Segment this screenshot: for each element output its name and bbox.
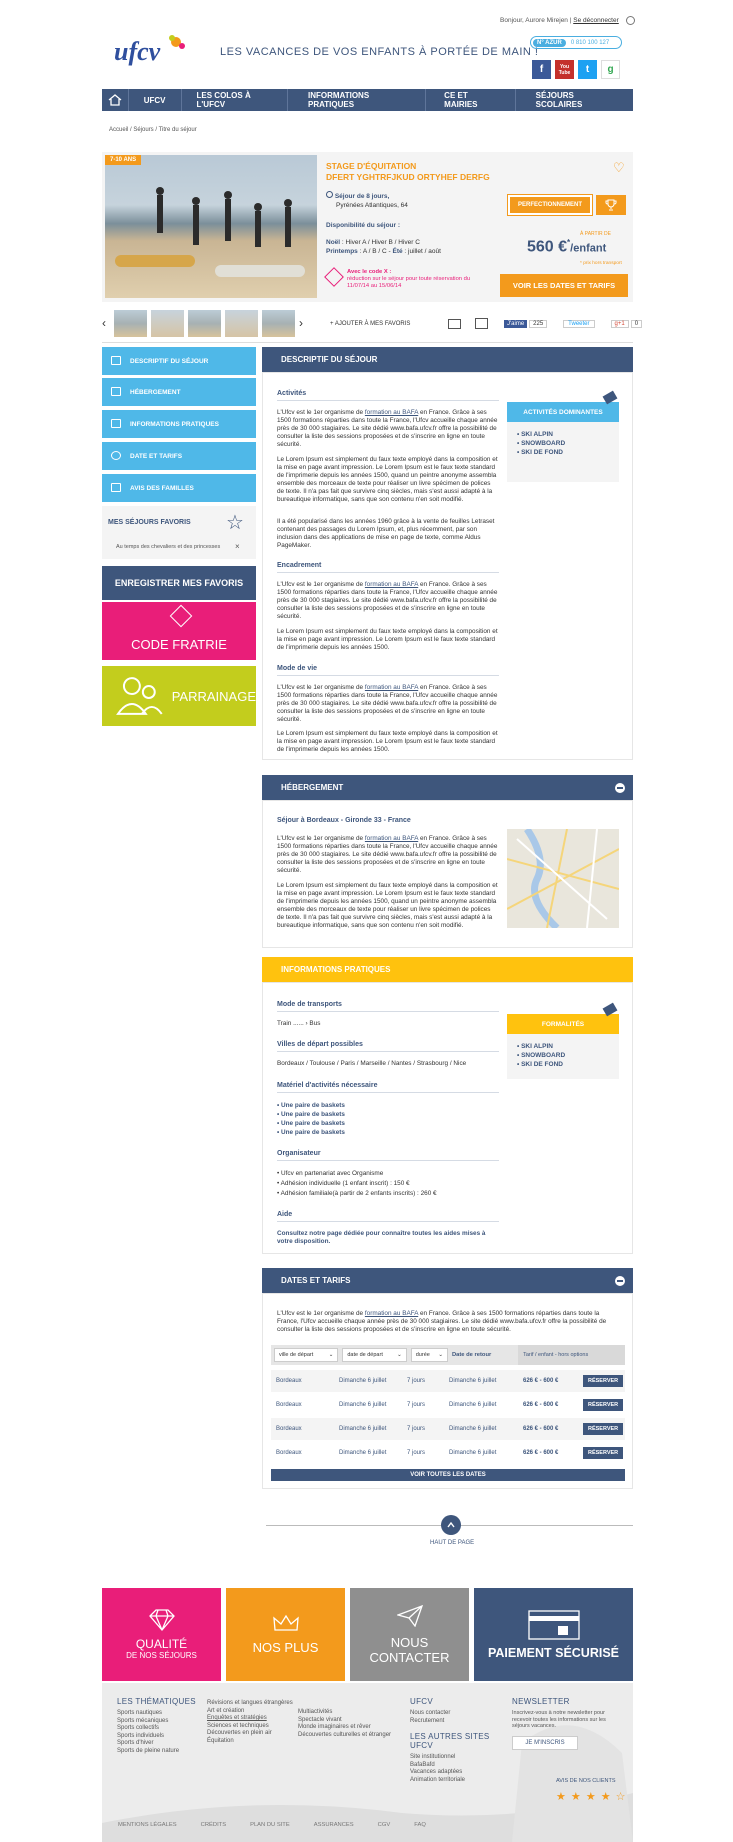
nav-colos[interactable]: LES COLOS À L'UFCV	[182, 89, 288, 111]
organisateur-list	[277, 1169, 437, 1199]
bafa-link[interactable]: formation au BAFA	[364, 409, 419, 416]
promo-code	[347, 269, 471, 290]
text: en France. Grâce à ses 1500 formations réparties dans toute la France, l'Ufcv accueille chaque année près de 30 000 stagiaires. Le site dédié www.bafa.ufcv.fr offre la possibilité de consulter la liste des sessions proposées et de s'inscrire en ligne en toute sécurité.	[277, 684, 498, 723]
cell-depart: Dimanche 6 juillet	[339, 1426, 387, 1432]
footer-link[interactable]: Sports de pleine nature	[117, 1747, 180, 1754]
aside-title: ACTIVITÉS DOMINANTES	[507, 402, 619, 422]
cell-retour: Dimanche 6 juillet	[449, 1450, 497, 1456]
location: Pyrénées Atlantiques, 64	[336, 201, 408, 209]
sidebar-item-descriptif[interactable]	[102, 347, 256, 375]
print-icon[interactable]	[475, 318, 488, 329]
document-icon	[111, 356, 121, 365]
bafa-link[interactable]: formation au BAFA	[364, 684, 419, 691]
cell-retour: Dimanche 6 juillet	[449, 1426, 497, 1432]
collapse-icon[interactable]	[615, 783, 625, 793]
footer-link[interactable]: BafaBafd	[410, 1761, 435, 1768]
aside-list	[507, 422, 619, 465]
text: en France. Grâce à ses 1500 formations réparties dans toute la France, l'Ufcv accueille chaque année près de 30 000 stagiaires. Le site dédié www.bafa.ufcv.fr offre la possibilité de consulter la liste des sessions proposées et de s'inscrire en ligne en toute sécurité.	[277, 581, 498, 620]
favorites-box	[102, 506, 256, 559]
back-to-top-label[interactable]: HAUT DE PAGE	[430, 1540, 475, 1546]
code-fratrie-button[interactable]	[102, 602, 256, 660]
price-asterisk: *	[567, 238, 571, 247]
footer-link[interactable]: Nous contacter	[410, 1710, 451, 1716]
footer-newsletter	[512, 1697, 622, 1750]
info-icon	[111, 419, 121, 428]
gplus-count: 0	[631, 320, 642, 328]
aside-list	[507, 1034, 619, 1077]
descriptif-header: DESCRIPTIF DU SÉJOUR	[262, 347, 633, 372]
dates-header[interactable]	[262, 1268, 633, 1293]
code-fratrie-label: CODE FRATRIE	[131, 637, 227, 652]
heading-activites: Activités	[277, 390, 499, 401]
paragraph	[277, 1310, 617, 1334]
table-row	[271, 1418, 625, 1440]
footer-heading: NEWSLETTER	[512, 1697, 570, 1706]
list-item: • SKI ALPIN	[517, 431, 553, 438]
tagline: LES VACANCES DE VOS ENFANTS À PORTÉE DE MAIN !	[220, 46, 539, 58]
text: L'Ufcv est le 1er organisme de	[277, 1310, 365, 1317]
user-icon[interactable]	[626, 16, 635, 25]
text: L'Ufcv est le 1er organisme de	[277, 581, 365, 588]
tile-label: QUALITÉ	[135, 1637, 188, 1651]
promo-desc: réduction sur le séjour pour toute réservation du 11/07/14 au 15/06/14	[347, 276, 471, 289]
sidebar-item-label: HÉBERGEMENT	[130, 388, 181, 396]
hebergement-subtitle: Séjour à Bordeaux - Gironde 33 - France	[277, 817, 411, 824]
footer-link[interactable]: Sports d'hiver	[117, 1740, 154, 1747]
list-item: • Adhésion familiale(à partir de 2 enfants inscrits) : 260 €	[277, 1190, 437, 1197]
heading-organisateur: Organisateur	[277, 1150, 499, 1161]
footer-link[interactable]: Sports mécaniques	[117, 1717, 169, 1724]
printemps-value: : A / B / C -	[357, 247, 393, 255]
dates-table-header	[271, 1345, 625, 1365]
nav-sejours-scolaires[interactable]: SÉJOURS SCOLAIRES	[535, 91, 583, 109]
list-item: • Une paire de baskets	[277, 1102, 345, 1109]
main-nav	[102, 89, 633, 111]
footer-col	[207, 1700, 307, 1756]
cell-prix: 626 € - 600 €	[523, 1402, 559, 1408]
text: L'Ufcv est le 1er organisme de	[277, 409, 365, 416]
reserve-button[interactable]: RÉSERVER	[583, 1399, 623, 1411]
ete-label: Été	[392, 247, 403, 255]
chevron-right-icon[interactable]: ›	[299, 316, 303, 330]
footer-heading: LES AUTRES SITES UFCV	[410, 1732, 490, 1751]
qualite-tile[interactable]	[102, 1588, 221, 1681]
transport-value: Train ...... › Bus	[277, 1020, 321, 1027]
list-item: • SKI DE FOND	[517, 1061, 563, 1068]
crown-icon	[273, 1614, 299, 1632]
sidebar-item-label: AVIS DES FAMILLES	[130, 484, 194, 492]
footer-link[interactable]: Vacances adaptées	[410, 1769, 463, 1776]
cell-prix: 626 € - 600 €	[523, 1378, 559, 1384]
noel-value: : Hiver A / Hiver B / Hiver C	[340, 239, 420, 246]
sejour-title-line2: DFERT YGHTRFJKUD ORTYHEF DERFG	[326, 172, 490, 182]
user-greeting	[500, 16, 635, 25]
cell-duree: 7 jours	[407, 1450, 426, 1456]
duration: Séjour de 8 jours,	[334, 193, 390, 200]
google-maps-icon[interactable]: g	[601, 60, 620, 79]
bafa-link[interactable]: formation au BAFA	[364, 581, 419, 588]
list-item: • Adhésion individuelle (1 enfant inscrit) : 150 €	[277, 1180, 410, 1187]
text: en France. Grâce à ses 1500 formations réparties dans toute la France, l'Ufcv accueille chaque année près de 30 000 stagiaires. Le site dédié www.bafa.ufcv.fr offre la possibilité de consulter la liste des sessions proposées et de s'inscrire en ligne en toute sécurité.	[277, 835, 498, 874]
list-item: • Une paire de baskets	[277, 1129, 345, 1136]
greeting-text: Bonjour, Aurore Mirejen |	[500, 17, 574, 25]
sidebar-item-label: DATE ET TARIFS	[130, 452, 183, 460]
footer-bottom-links	[102, 1822, 633, 1828]
ufcv-logo[interactable]	[112, 32, 188, 68]
text: L'Ufcv est le 1er organisme de	[277, 835, 365, 842]
footer-link[interactable]: Monde imaginaires et rêver	[298, 1724, 371, 1731]
cell-prix: 626 € - 600 €	[523, 1426, 559, 1432]
facebook-icon[interactable]: f	[532, 60, 551, 79]
promo-title: Avec le code X :	[347, 269, 392, 275]
materiel-list	[277, 1101, 345, 1137]
divider	[102, 342, 633, 343]
chevron-down-icon: ⌄	[438, 1352, 443, 1358]
duree-select[interactable]	[411, 1348, 448, 1362]
heading-aide: Aide	[277, 1211, 499, 1222]
cell-ville: Bordeaux	[276, 1402, 302, 1408]
tile-label: PAIEMENT SÉCURISÉ	[487, 1645, 620, 1660]
secure-card-icon	[528, 1610, 580, 1640]
gplus-label: g+1	[611, 320, 629, 328]
table-row	[271, 1442, 625, 1464]
reserve-button[interactable]: RÉSERVER	[583, 1447, 623, 1459]
col-tarif: Tarif / enfant - hors options	[518, 1345, 625, 1365]
paragraph: Le Lorem Ipsum est simplement du faux texte employé dans la composition et la mise en page avant impression. Le Lorem Ipsum est le faux texte standard de l'imprimerie depuis les années 1500, quand un peintre anonyme assembla ensemble des morceaux de texte pour réaliser un livre spécimen de polices de texte. Il n'a pas fait que survivre cinq siècles, mais s'est aussi adapté à la bureautique informatique, sans que son contenu n'en soit modifié.	[277, 456, 498, 503]
price-unit: /enfant	[570, 242, 607, 255]
chevron-left-icon[interactable]: ‹	[102, 316, 106, 330]
footer-link[interactable]: Sciences et techniques	[207, 1722, 269, 1729]
heading-mode-de-vie: Mode de vie	[277, 665, 499, 676]
footer-link[interactable]: Recrutement	[410, 1717, 445, 1724]
avis-label: AVIS DE NOS CLIENTS	[556, 1778, 616, 1784]
footer-link[interactable]: Spectacle vivant	[298, 1716, 342, 1723]
select-value: ville de départ	[279, 1352, 314, 1358]
bafa-link[interactable]: formation au BAFA	[364, 1310, 419, 1317]
list-item: • Une paire de baskets	[277, 1111, 345, 1118]
cell-depart: Dimanche 6 juillet	[339, 1450, 387, 1456]
add-favorites-button[interactable]: + AJOUTER À MES FAVORIS	[330, 320, 411, 327]
paragraph: Le Lorem Ipsum est simplement du faux texte employé dans la composition et la mise en page avant impression. Le Lorem Ipsum est le faux texte standard de l'imprimerie depuis les années 1500.	[277, 730, 498, 753]
footer-link[interactable]: PLAN DU SITE	[250, 1822, 290, 1828]
back-to-top-icon[interactable]	[441, 1515, 461, 1535]
sejour-title-line1: STAGE D'ÉQUITATION	[326, 161, 417, 171]
formalites-aside	[507, 1014, 619, 1079]
footer-link[interactable]: Multiactivités	[298, 1709, 333, 1715]
sidebar-item-hebergement[interactable]	[102, 378, 256, 406]
text: en France. Grâce à ses 1500 formations réparties dans toute la France, l'Ufcv accueille chaque année près de 30 000 stagiaires. Le site dédié www.bafa.ufcv.fr offre la possibilité de consulter la liste des sessions proposées et de s'inscrire en ligne en toute sécurité.	[277, 1310, 607, 1333]
cell-prix: 626 € - 600 €	[523, 1450, 559, 1456]
footer-col	[117, 1710, 195, 1756]
activites-aside	[507, 402, 619, 482]
sidebar-item-avis[interactable]	[102, 474, 256, 502]
aide-link[interactable]: Consultez notre page dédiée pour connaître toutes les aides mises à votre disposition.	[277, 1230, 486, 1245]
list-item: • SNOWBOARD	[517, 440, 566, 447]
tile-label: NOS PLUS	[252, 1640, 319, 1655]
cell-depart: Dimanche 6 juillet	[339, 1378, 387, 1384]
sidebar-item-label: DESCRIPTIF DU SÉJOUR	[130, 357, 209, 365]
paiement-tile[interactable]	[474, 1588, 633, 1681]
see-dates-button[interactable]: VOIR LES DATES ET TARIFS	[500, 274, 628, 297]
footer-ufcv	[410, 1697, 510, 1785]
thumbnail[interactable]	[151, 310, 184, 337]
col-retour: Date de retour	[451, 1352, 492, 1358]
sejour-title	[326, 161, 490, 183]
villes-value: Bordeaux / Toulouse / Paris / Marseille / Nantes / Strasbourg / Nice	[277, 1060, 467, 1067]
phone-badge[interactable]	[530, 36, 622, 49]
footer-link[interactable]: Découvertes culturelles et étranger	[298, 1731, 392, 1738]
clock-icon	[111, 451, 121, 460]
gplus-button[interactable]	[611, 320, 643, 328]
select-value: durée	[415, 1352, 430, 1358]
bafa-link[interactable]: formation au BAFA	[364, 835, 419, 842]
youtube-icon[interactable]: You Tube	[555, 60, 574, 79]
table-row	[271, 1370, 625, 1392]
price	[527, 238, 606, 256]
footer-link[interactable]: Enquêtes et stratégies	[207, 1715, 267, 1722]
price-note: * prix hors transport	[580, 261, 622, 266]
sidebar-item-label: INFORMATIONS PRATIQUES	[130, 420, 219, 428]
bed-icon	[111, 387, 121, 396]
paragraph	[277, 409, 499, 449]
rating-stars: ★ ★ ★ ★ ☆	[556, 1791, 627, 1803]
footer-link[interactable]: Site institutionnel	[410, 1754, 456, 1761]
share-bar	[330, 318, 642, 329]
sidebar-item-dates[interactable]	[102, 442, 256, 470]
infos-header: INFORMATIONS PRATIQUES	[262, 957, 633, 982]
chat-icon	[111, 483, 121, 492]
nav-infos[interactable]: INFORMATIONS PRATIQUES	[288, 89, 426, 111]
text: L'Ufcv est le 1er organisme de	[277, 684, 365, 691]
printemps-label: Printemps	[326, 247, 358, 255]
footer-link[interactable]: MENTIONS LÉGALES	[118, 1822, 177, 1828]
from-label: À PARTIR DE	[580, 231, 611, 237]
svg-text:ufcv: ufcv	[114, 37, 161, 66]
ville-select[interactable]	[274, 1348, 338, 1362]
favorites-title: MES SÉJOURS FAVORIS	[108, 519, 191, 526]
noel-label: Noël	[326, 239, 341, 246]
footer-link[interactable]: Découvertes en plein air	[207, 1730, 272, 1737]
paragraph: Il a été popularisé dans les années 1960 grâce à la vente de feuilles Letraset contenant des passages du Lorem Ipsum, et, plus récemment, par son inclusion dans des applications de mise en page de texte, comme Aldus PageMaker.	[277, 518, 495, 549]
trophy-icon	[596, 195, 626, 215]
tile-label: NOUS CONTACTER	[369, 1634, 450, 1665]
sidebar-item-infos[interactable]	[102, 410, 256, 438]
star-icon: ☆	[226, 512, 244, 534]
like-label: J'aime	[504, 320, 527, 328]
list-item: • SKI DE FOND	[517, 449, 563, 456]
paper-plane-icon	[397, 1605, 423, 1627]
list-item: • SNOWBOARD	[517, 1052, 566, 1059]
newsletter-text: Inscrivez-vous à notre newsletter pour recevoir toutes les informations sur les séjours vacances.	[512, 1710, 606, 1730]
thumbnail[interactable]	[188, 310, 221, 337]
thumbnail[interactable]	[114, 310, 147, 337]
footer-link[interactable]: Animation territoriale	[410, 1776, 466, 1783]
cell-duree: 7 jours	[407, 1402, 426, 1408]
paragraph	[277, 581, 499, 621]
heading-encadrement: Encadrement	[277, 562, 499, 573]
chevron-down-icon: ⌄	[397, 1352, 402, 1358]
diamond-icon	[149, 1609, 175, 1631]
cell-depart: Dimanche 6 juillet	[339, 1402, 387, 1408]
footer-link[interactable]: CGV	[377, 1822, 391, 1828]
nav-ufcv[interactable]: UFCV	[129, 89, 182, 111]
footer-link[interactable]: ASSURANCES	[313, 1822, 354, 1828]
paragraph: Le Lorem Ipsum est simplement du faux texte employé dans la composition et la mise en page avant impression. Le Lorem Ipsum est le faux texte standard de l'imprimerie depuis les années 1500.	[277, 628, 498, 651]
phone-label: N° AZUR	[533, 39, 566, 47]
price-value: 560 €	[527, 238, 568, 256]
aside-title: FORMALITÉS	[507, 1014, 619, 1034]
heading-materiel: Matériel d'activités nécessaire	[277, 1082, 499, 1093]
contact-tile[interactable]	[350, 1588, 469, 1681]
clock-icon	[326, 191, 333, 198]
level-badge: PERFECTIONNEMENT	[508, 195, 592, 215]
save-favorites-button[interactable]: ENREGISTRER MES FAVORIS	[102, 566, 256, 600]
hebergement-title: HÉBERGEMENT	[281, 783, 344, 792]
age-badge: 7-10 ANS	[105, 155, 141, 165]
thumbnail[interactable]	[262, 310, 295, 337]
cell-retour: Dimanche 6 juillet	[449, 1378, 497, 1384]
collapse-icon[interactable]	[615, 1276, 625, 1286]
facebook-like-button[interactable]	[504, 320, 547, 328]
people-icon	[114, 674, 164, 718]
heading-villes: Villes de départ possibles	[277, 1041, 499, 1052]
location-map[interactable]	[507, 829, 619, 928]
footer-heading: LES THÉMATIQUES	[117, 1697, 196, 1706]
date-select[interactable]	[342, 1348, 406, 1362]
cell-duree: 7 jours	[407, 1378, 426, 1384]
heart-icon[interactable]: ♡	[613, 160, 625, 175]
footer-link[interactable]: FAQ	[414, 1822, 426, 1828]
favorite-item[interactable]: Au temps des chevaliers et des princesses	[116, 544, 221, 550]
footer-themes	[117, 1697, 312, 1756]
cell-ville: Bordeaux	[276, 1378, 302, 1384]
tag-icon	[170, 605, 193, 628]
social-links	[532, 60, 620, 79]
availability	[326, 222, 441, 256]
dispo-label: Disponibilité du séjour :	[326, 222, 401, 229]
text: en France. Grâce à ses 1500 formations réparties dans toute la France, l'Ufcv accueille chaque année près de 30 000 stagiaires. Le site dédié www.bafa.ufcv.fr offre la possibilité de consulter la liste des sessions proposées et de s'inscrire en ligne en toute sécurité.	[277, 409, 498, 448]
chevron-down-icon: ⌄	[328, 1352, 334, 1358]
paragraph	[277, 684, 499, 724]
logout-link[interactable]: Se déconnecter	[573, 17, 619, 25]
twitter-icon[interactable]: t	[578, 60, 597, 79]
list-item: • Ufcv en partenariat avec Organisme	[277, 1170, 384, 1177]
list-item: • Une paire de baskets	[277, 1120, 345, 1127]
newsletter-button[interactable]: JE M'INSCRIS	[512, 1736, 578, 1750]
thumbnail[interactable]	[225, 310, 258, 337]
cell-retour: Dimanche 6 juillet	[449, 1402, 497, 1408]
home-icon[interactable]	[102, 89, 129, 111]
paragraph: Le Lorem Ipsum est simplement du faux texte employé dans la composition et la mise en page avant impression. Le Lorem Ipsum est le faux texte standard de l'imprimerie depuis les années 1500, quand un peintre anonyme assembla ensemble des morceaux de texte pour réaliser un livre spécimen de polices de texte. Il n'a pas fait que survivre cinq siècles, mais s'est aussi adapté à la bureautique informatique, sans que son contenu n'en soit modifié.	[277, 882, 498, 929]
duration-block	[326, 191, 408, 210]
dates-title: DATES ET TARIFS	[281, 1276, 351, 1285]
footer-link[interactable]: CRÉDITS	[200, 1822, 227, 1828]
footer-link[interactable]: Art et création	[207, 1707, 245, 1714]
table-row	[271, 1394, 625, 1416]
see-all-dates-button[interactable]: VOIR TOUTES LES DATES	[271, 1469, 625, 1481]
ete-value: : juillet / août	[402, 247, 441, 255]
paragraph	[277, 835, 499, 875]
parrainage-label: PARRAINAGE	[171, 688, 256, 704]
footer-link[interactable]: Équitation	[207, 1737, 234, 1744]
dates-table	[271, 1370, 625, 1464]
nos-plus-tile[interactable]	[226, 1588, 345, 1681]
remove-icon[interactable]: ×	[235, 542, 240, 551]
footer-link[interactable]: Révisions et langues étrangères	[207, 1700, 293, 1706]
cell-ville: Bordeaux	[276, 1426, 302, 1432]
reserve-button[interactable]: RÉSERVER	[583, 1423, 623, 1435]
phone-number: 0 810 100 127	[570, 39, 610, 46]
footer-col	[298, 1709, 398, 1739]
footer-heading: UFCV	[410, 1697, 433, 1706]
sejour-photo	[105, 155, 317, 298]
footer-link[interactable]: Sports nautiques	[117, 1710, 163, 1716]
breadcrumb[interactable]: Accueil / Séjours / Titre du séjour	[109, 127, 197, 133]
nav-ce-mairies[interactable]: CE ET MAIRIES	[426, 89, 515, 111]
parrainage-button[interactable]	[102, 666, 256, 726]
cell-duree: 7 jours	[407, 1426, 426, 1432]
select-value: date de départ	[347, 1352, 383, 1358]
reserve-button[interactable]: RÉSERVER	[583, 1375, 623, 1387]
footer-link[interactable]: Sports individuels	[117, 1732, 165, 1739]
footer-link[interactable]: Sports collectifs	[117, 1725, 160, 1732]
heading-transport: Mode de transports	[277, 1001, 499, 1012]
thumbnail-strip	[102, 308, 318, 338]
tweet-button[interactable]: Tweeter	[563, 320, 594, 328]
hebergement-header[interactable]	[262, 775, 633, 800]
tile-sublabel: DE NOS SÉJOURS	[126, 1651, 197, 1660]
like-count: 225	[529, 320, 547, 328]
mail-icon[interactable]	[448, 319, 461, 329]
cell-ville: Bordeaux	[276, 1450, 302, 1456]
list-item: • SKI ALPIN	[517, 1043, 553, 1050]
